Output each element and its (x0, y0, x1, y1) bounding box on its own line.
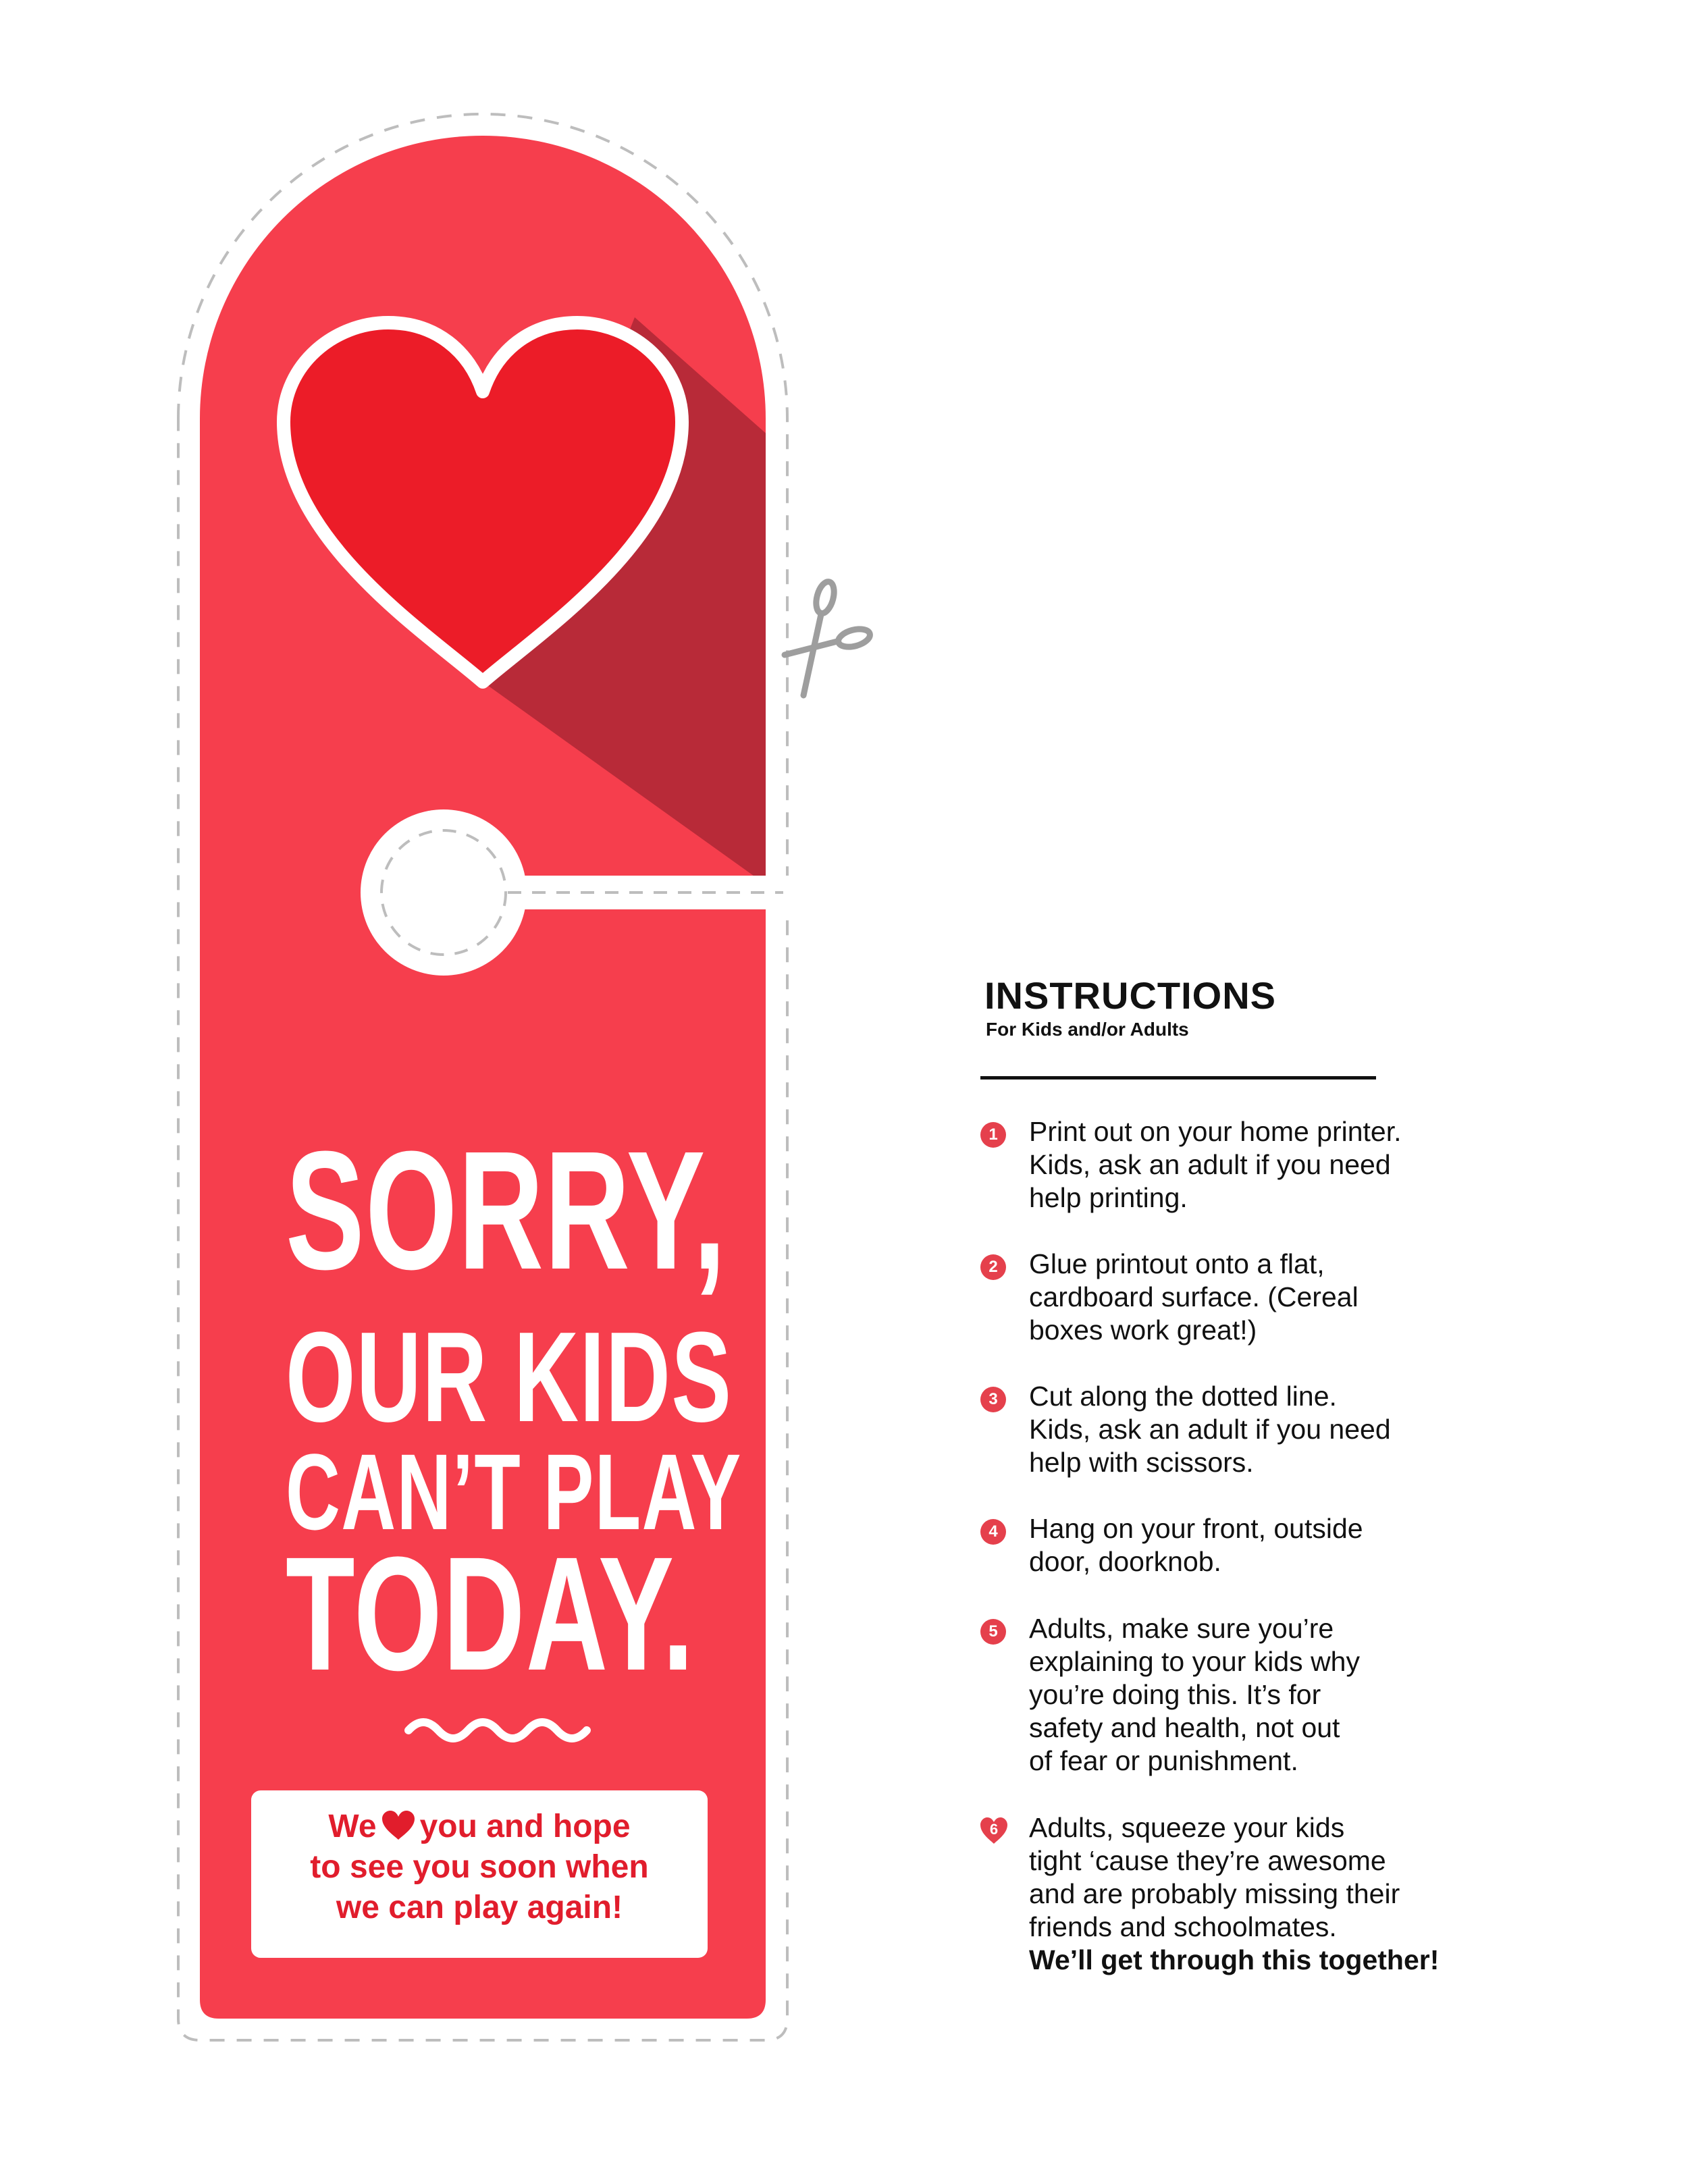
step-number: 6 (989, 1821, 999, 1838)
step-line: and are probably missing their (1029, 1878, 1400, 1909)
message-box (251, 1790, 708, 1958)
step-line: Glue printout onto a flat, (1029, 1248, 1325, 1279)
step-number-badge: 1 (980, 1122, 1006, 1148)
headline-line-2: OUR KIDS (286, 1306, 733, 1449)
step-line: help printing. (1029, 1182, 1188, 1213)
step-text (1029, 1248, 1502, 1347)
step-number-badge: 4 (980, 1519, 1006, 1545)
heart-number-badge (979, 1817, 1009, 1845)
step-line: door, doorknob. (1029, 1546, 1221, 1577)
message-line-2: to see you soon when (310, 1849, 649, 1885)
step-line: explaining to your kids why (1029, 1646, 1360, 1677)
step-line: safety and health, not out (1029, 1712, 1340, 1743)
message-we: We (328, 1809, 377, 1844)
headline-line-4: TODAY. (286, 1523, 695, 1704)
step-line: Adults, make sure you’re (1029, 1613, 1334, 1644)
headline-line-1: SORRY, (286, 1116, 727, 1304)
message-line-1 (251, 1807, 708, 1847)
step-line: friends and schoolmates. (1029, 1911, 1337, 1942)
headline-line-3: CAN’T PLAY (286, 1431, 742, 1552)
step-line: you’re doing this. It’s for (1029, 1679, 1321, 1710)
step-line: Adults, squeeze your kids (1029, 1812, 1345, 1843)
step-text (1029, 1512, 1502, 1578)
step-text (1029, 1380, 1502, 1479)
step-line: cardboard surface. (Cereal (1029, 1281, 1359, 1312)
step-line: Kids, ask an adult if you need (1029, 1149, 1391, 1180)
step-line: Print out on your home printer. (1029, 1116, 1402, 1147)
step-line: of fear or punishment. (1029, 1745, 1298, 1776)
message-line-3: we can play again! (336, 1890, 623, 1925)
step-text (1029, 1811, 1502, 1977)
step-text (1029, 1115, 1502, 1215)
instructions-subtitle: For Kids and/or Adults (986, 1019, 1189, 1040)
scissors-icon (785, 580, 872, 695)
step-line: tight ‘cause they’re awesome (1029, 1845, 1386, 1876)
step-line: Kids, ask an adult if you need (1029, 1414, 1391, 1445)
step-line: help with scissors. (1029, 1447, 1254, 1478)
message-you-and-hope: you and hope (419, 1809, 631, 1844)
step-line: boxes work great!) (1029, 1314, 1257, 1346)
heart-icon (381, 1810, 416, 1841)
step-text (1029, 1612, 1502, 1778)
step-closing-line: We’ll get through this together! (1029, 1944, 1440, 1975)
instructions-title: INSTRUCTIONS (984, 974, 1276, 1017)
step-number-badge: 3 (980, 1387, 1006, 1412)
divider (980, 1076, 1376, 1080)
step-line: Cut along the dotted line. (1029, 1381, 1337, 1412)
step-line: Hang on your front, outside (1029, 1513, 1363, 1544)
step-number-badge: 5 (980, 1619, 1006, 1645)
step-number-badge: 2 (980, 1254, 1006, 1280)
